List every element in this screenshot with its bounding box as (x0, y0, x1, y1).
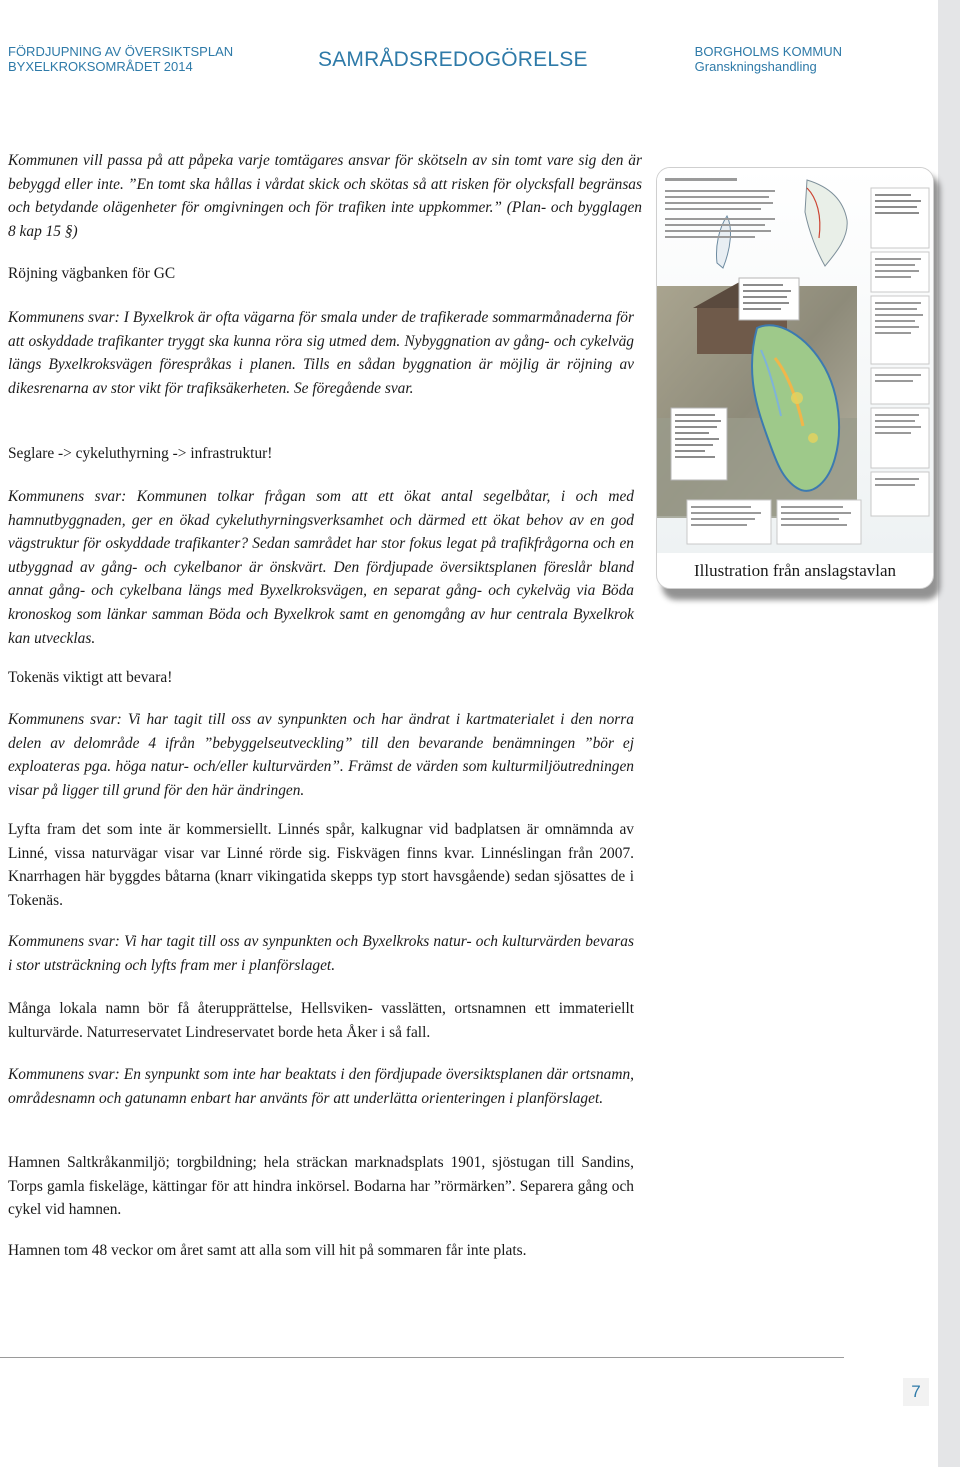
paragraph: Kommunens svar: En synpunkt som inte har beaktats i den fördjupade översiktsplanen där ortsnamn, områdesnamn och gatunamn enbart har använts för att underlätta orienteringen i planförslaget. (8, 1066, 634, 1107)
figure-caption: Illustration från anslagstavlan (693, 561, 897, 580)
text-block-3 (8, 306, 634, 400)
header-status: Granskningshandling (694, 59, 817, 74)
paragraph-heading: Tokenäs viktigt att bevara! (8, 669, 173, 686)
paragraph: Kommunen vill passa på att påpeka varje tomtägares ansvar för skötseln av sin tomt vare sig den är bebyggd eller inte. ”En tomt ska hållas i vårdat skick och skötas så att risken för olycksfall begränsas och betydande olägenheter för omgivningen och för trafiken inte uppkommer.” (Plan- och bygglagen 8 kap 15 §) (8, 152, 642, 240)
text-block-11 (8, 1063, 634, 1110)
paragraph: Lyfta fram det som inte är kommersiellt. Linnés spår, kalkugnar vid badplatsen är omnämnda av Linné, vissa naturvägar visar var Linné rörde sig. Fiskvägen finns kvar. Linnéslingan från 2007. Knarrhagen här byggdes båtarna (knarr vikingatida skepps typ stort havsgående) sedan sjösattes de i Tokenäs. (8, 821, 634, 909)
paragraph: Kommunens svar: Vi har tagit till oss av synpunkten och Byxelkroks natur- och kulturvärden bevaras i stor utsträckning och lyfts fram mer i planförslaget. (8, 933, 634, 974)
illustration-figure (656, 167, 940, 600)
page-side-strip (938, 0, 960, 1467)
header-left (8, 44, 233, 74)
text-block-9 (8, 930, 634, 977)
header-municipality: BORGHOLMS KOMMUN (694, 44, 842, 59)
header-center-title: SAMRÅDSREDOGÖRELSE (318, 48, 588, 71)
text-block-7 (8, 708, 634, 802)
paragraph: Hamnen tom 48 veckor om året samt att alla som vill hit på sommaren får inte plats. (8, 1242, 527, 1259)
notice-board-map-image (657, 168, 933, 553)
text-block-10 (8, 997, 634, 1044)
text-block-2 (8, 262, 634, 286)
header-doc-title: FÖRDJUPNING AV ÖVERSIKTSPLAN (8, 44, 234, 59)
header-right (695, 44, 842, 74)
paragraph: Kommunens svar: I Byxelkrok är ofta vägarna för smala under de trafikerade sommarmånaderna för att oskyddade trafikanter tryggt ska kunna röra sig utmed dem. Nybyggnation av gång- och cykelväg längs Byxelkroksvägen förespråkas i planen. Tills en sådan byggnation är möjlig är röjning av dikesrenarna av stor vikt för trafiksäkerheten. Se föregående svar. (8, 309, 634, 397)
text-block-12 (8, 1151, 634, 1222)
text-block-5 (8, 485, 634, 650)
paragraph-heading: Röjning vägbanken för GC (8, 265, 176, 282)
paragraph: Många lokala namn bör få återupprättelse, Hellsviken- vasslätten, ortsnamnen ett immateriellt kulturvärde. Naturreservatet Lindreservatet borde heta Åker i så fall. (8, 1000, 634, 1041)
text-block-4 (8, 442, 634, 466)
paragraph-heading: Seglare -> cykeluthyrning -> infrastruktur! (8, 445, 273, 462)
figure-card (656, 167, 934, 589)
paragraph: Kommunens svar: Vi har tagit till oss av synpunkten och har ändrat i kartmaterialet i den norra delen av delområde 4 ifrån ”bebyggelseutveckling” till den bevarande benämningen ”bör ej exploateras pga. höga natur- och/eller kulturvärden”. Främst de värden som kulturmiljöutredningen visar på ligger till grund för den här ändringen. (8, 711, 634, 799)
page-number: 7 (903, 1378, 929, 1406)
text-block-1 (8, 149, 642, 243)
text-block-6 (8, 666, 634, 690)
text-block-13 (8, 1239, 634, 1263)
paragraph: Hamnen Saltkråkanmiljö; torgbildning; hela sträckan marknadsplats 1901, sjöstugan till Sandins, Torps gamla fiskeläge, kättingar för att hindra inkörsel. Bodarna har ”rörmärken”. Separera gång och cykel vid hamnen. (8, 1154, 634, 1219)
text-block-8 (8, 818, 634, 912)
header-doc-subtitle: BYXELKROKSOMRÅDET 2014 (8, 59, 193, 74)
paragraph: Kommunens svar: Kommunen tolkar frågan som att ett ökat antal segelbåtar, i och med hamnutbyggnaden, ger en ökad cykeluthyrningsverksamhet och därmed ett ökat behov av en god vägstruktur för oskyddade trafikanter? Sedan samrådet har stor fokus legat på trafikfrågorna och en utbyggnad av gång- och cykelbanor är önskvärt. Den fördjupade översiktsplanen föreslår bland annat gång- och cykelbana längs med Byxelkroksvägen, en separat gång- och cykelväg via Böda kronoskog som länkar samman Böda och Byxelkrok samt en genomgång av hur centrala Byxelkrok kan utvecklas. (8, 488, 634, 647)
footer-rule (0, 1357, 844, 1358)
